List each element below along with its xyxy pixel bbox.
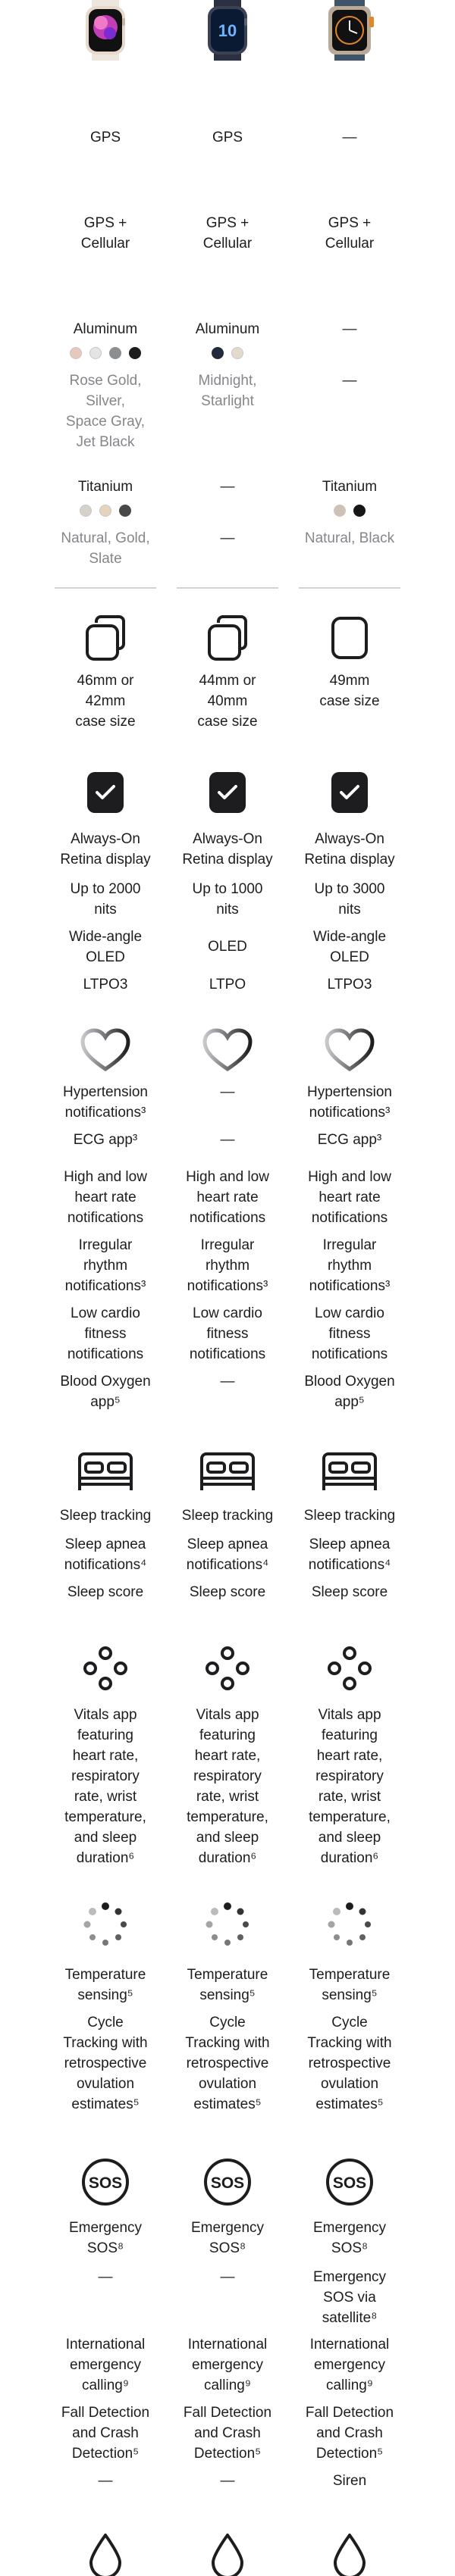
gps-value: —: [342, 130, 357, 145]
irregular-rhythm-notifications: Irregular rhythm notifications³: [187, 1237, 268, 1294]
aluminum-label: Aluminum: [73, 321, 138, 337]
titanium-label: Titanium: [322, 479, 378, 495]
color-swatch-black[interactable]: [353, 505, 366, 517]
international-emergency-calling: International emergency calling⁹: [65, 2337, 146, 2393]
display-panel: OLED: [208, 939, 247, 955]
watch-blue-face-navy-band-icon[interactable]: [177, 0, 278, 61]
gps-cellular-value: GPS + Cellular: [325, 215, 375, 252]
titanium-finishes: —: [220, 530, 235, 546]
fall-crash-detection: Fall Detection and Crash Detection⁵: [183, 2405, 272, 2462]
temperature-sensing: Temperature sensing⁵: [309, 1967, 391, 2003]
siren: Siren: [332, 2473, 367, 2489]
hypertension-notifications: Hypertension notifications³: [63, 1084, 148, 1121]
aluminum-finishes: Midnight, Starlight: [198, 373, 257, 409]
display-technology: LTPO3: [83, 977, 128, 993]
fall-crash-detection: Fall Detection and Crash Detection⁵: [61, 2405, 150, 2462]
vitals-app-description: Vitals app featuring heart rate, respiratory rate, wrist temperature, and sleep duration⁶: [64, 1707, 146, 1866]
sleep-apnea-notifications: Sleep apnea notifications⁴: [186, 1537, 269, 1573]
titanium-label: —: [220, 479, 235, 495]
color-swatch-jet-black[interactable]: [129, 347, 141, 359]
display-panel: Wide-angle OLED: [312, 929, 387, 965]
watch-pink-face-white-band-icon[interactable]: [55, 0, 156, 61]
ecg-app: ECG app³: [73, 1132, 138, 1148]
low-cardio-fitness-notifications: Low cardio fitness notifications: [189, 1305, 266, 1362]
heart-rate-notifications: High and low heart rate notifications: [308, 1169, 391, 1226]
irregular-rhythm-notifications: Irregular rhythm notifications³: [64, 1237, 146, 1294]
color-swatch-space-gray[interactable]: [109, 347, 121, 359]
aluminum-color-swatches: [55, 347, 156, 359]
color-swatch-midnight[interactable]: [212, 347, 224, 359]
cycle-tracking: Cycle Tracking with retrospective ovulation estimates⁵: [185, 2015, 270, 2112]
water-drop-icon: [299, 2534, 400, 2576]
gps-value: GPS: [89, 130, 121, 145]
sos-icon: [299, 2158, 400, 2206]
blood-oxygen-app: Blood Oxygen app⁵: [60, 1374, 151, 1410]
vitals-icon: [177, 1646, 278, 1691]
irregular-rhythm-notifications: Irregular rhythm notifications³: [309, 1237, 391, 1294]
watch-display-icon: [55, 771, 156, 814]
ecg-app: ECG app³: [317, 1132, 382, 1148]
bed-icon: [177, 1451, 278, 1492]
comparison-column-1: [55, 0, 156, 2573]
emergency-sos: Emergency SOS⁸: [190, 2220, 265, 2256]
sleep-tracking: Sleep tracking: [303, 1508, 396, 1524]
water-drop-icon: [55, 2534, 156, 2576]
color-swatch-silver[interactable]: [89, 347, 102, 359]
case-size-value: 46mm or 42mm case size: [75, 673, 136, 730]
international-emergency-calling: International emergency calling⁹: [187, 2337, 268, 2393]
color-swatch-natural[interactable]: [334, 505, 346, 517]
comparison-column-3: [299, 0, 400, 2573]
sleep-apnea-notifications: Sleep apnea notifications⁴: [64, 1537, 147, 1573]
international-emergency-calling: International emergency calling⁹: [309, 2337, 390, 2393]
aluminum-color-swatches: [177, 347, 278, 359]
low-cardio-fitness-notifications: Low cardio fitness notifications: [67, 1305, 144, 1362]
fall-crash-detection: Fall Detection and Crash Detection⁵: [305, 2405, 394, 2462]
gps-value: GPS: [212, 130, 243, 145]
section-divider: [55, 587, 156, 589]
siren: —: [220, 2473, 235, 2489]
sleep-apnea-notifications: Sleep apnea notifications⁴: [308, 1537, 391, 1573]
heart-rate-notifications: High and low heart rate notifications: [186, 1169, 269, 1226]
color-swatch-starlight[interactable]: [231, 347, 243, 359]
display-panel: Wide-angle OLED: [68, 929, 143, 965]
bed-icon: [55, 1451, 156, 1492]
aluminum-finishes: —: [342, 373, 357, 389]
titanium-label: Titanium: [77, 479, 133, 495]
sos-icon: [55, 2158, 156, 2206]
heart-rate-notifications: High and low heart rate notifications: [64, 1169, 147, 1226]
display-type: Always-On Retina display: [304, 831, 395, 868]
heart-icon: [55, 1028, 156, 1074]
display-brightness: Up to 2000 nits: [70, 881, 141, 918]
blood-oxygen-app: Blood Oxygen app⁵: [304, 1374, 395, 1410]
vitals-icon: [55, 1646, 156, 1691]
color-swatch-rose-gold[interactable]: [70, 347, 82, 359]
sos-icon: [177, 2158, 278, 2206]
sleep-score: Sleep score: [67, 1584, 144, 1600]
sleep-score: Sleep score: [311, 1584, 388, 1600]
bed-icon: [299, 1451, 400, 1492]
temperature-sensing: Temperature sensing⁵: [64, 1967, 146, 2003]
svg-text:SOS: SOS: [332, 2174, 367, 2192]
cycle-tracking: Cycle Tracking with retrospective ovulation estimates⁵: [63, 2015, 148, 2112]
vitals-app-description: Vitals app featuring heart rate, respiratory rate, wrist temperature, and sleep duration⁶: [187, 1707, 268, 1866]
emergency-sos-satellite: —: [98, 2269, 113, 2285]
color-swatch-slate[interactable]: [119, 505, 131, 517]
aluminum-label: Aluminum: [195, 321, 260, 337]
hypertension-notifications: Hypertension notifications³: [307, 1084, 392, 1121]
color-swatch-natural[interactable]: [80, 505, 92, 517]
emergency-sos-satellite: Emergency SOS via satellite⁸: [312, 2269, 387, 2326]
siren: —: [98, 2473, 113, 2489]
svg-text:SOS: SOS: [88, 2174, 123, 2192]
emergency-sos-satellite: —: [220, 2269, 235, 2285]
emergency-sos: Emergency SOS⁸: [68, 2220, 143, 2256]
temperature-sensing-icon: [55, 1902, 156, 1947]
low-cardio-fitness-notifications: Low cardio fitness notifications: [311, 1305, 388, 1362]
heart-icon: [299, 1028, 400, 1074]
watch-display-icon: [299, 771, 400, 814]
temperature-sensing-icon: [299, 1902, 400, 1947]
comparison-column-2: [177, 0, 278, 2573]
display-type: Always-On Retina display: [60, 831, 151, 868]
aluminum-finishes: Rose Gold, Silver, Space Gray, Jet Black: [65, 373, 146, 450]
case-size-two-sizes-icon: [55, 615, 156, 661]
sleep-tracking: Sleep tracking: [59, 1508, 152, 1524]
emergency-sos: Emergency SOS⁸: [312, 2220, 387, 2256]
blood-oxygen-app: —: [220, 1374, 235, 1390]
display-technology: LTPO: [209, 977, 246, 993]
display-brightness: Up to 3000 nits: [314, 881, 385, 918]
svg-text:10: 10: [218, 21, 237, 40]
vitals-app-description: Vitals app featuring heart rate, respiratory rate, wrist temperature, and sleep duration⁶: [309, 1707, 391, 1866]
titanium-color-swatches: [55, 505, 156, 517]
gps-cellular-value: GPS + Cellular: [202, 215, 253, 252]
display-technology: LTPO3: [327, 977, 372, 993]
temperature-sensing-icon: [177, 1902, 278, 1947]
sleep-tracking: Sleep tracking: [181, 1508, 274, 1524]
titanium-finishes: Natural, Black: [304, 530, 395, 546]
temperature-sensing: Temperature sensing⁵: [187, 1967, 268, 2003]
display-brightness: Up to 1000 nits: [192, 881, 263, 918]
sleep-score: Sleep score: [189, 1584, 266, 1600]
water-drop-icon: [177, 2534, 278, 2576]
watch-ultra-titanium-ocean-band-icon[interactable]: [299, 0, 400, 61]
aluminum-label: —: [342, 321, 357, 337]
ecg-app: —: [220, 1132, 235, 1148]
display-type: Always-On Retina display: [182, 831, 273, 868]
case-size-single-icon: [299, 615, 400, 661]
color-swatch-gold[interactable]: [99, 505, 111, 517]
section-divider: [299, 587, 400, 589]
vitals-icon: [299, 1646, 400, 1691]
gps-cellular-value: GPS + Cellular: [80, 215, 130, 252]
case-size-two-sizes-icon: [177, 615, 278, 661]
case-size-value: 44mm or 40mm case size: [197, 673, 258, 730]
case-size-value: 49mm case size: [319, 673, 380, 709]
cycle-tracking: Cycle Tracking with retrospective ovulation estimates⁵: [307, 2015, 392, 2112]
heart-icon: [177, 1028, 278, 1074]
hypertension-notifications: —: [220, 1084, 235, 1100]
titanium-color-swatches: [299, 505, 400, 517]
section-divider: [177, 587, 278, 589]
watch-display-icon: [177, 771, 278, 814]
titanium-finishes: Natural, Gold, Slate: [61, 530, 150, 567]
svg-text:SOS: SOS: [210, 2174, 245, 2192]
